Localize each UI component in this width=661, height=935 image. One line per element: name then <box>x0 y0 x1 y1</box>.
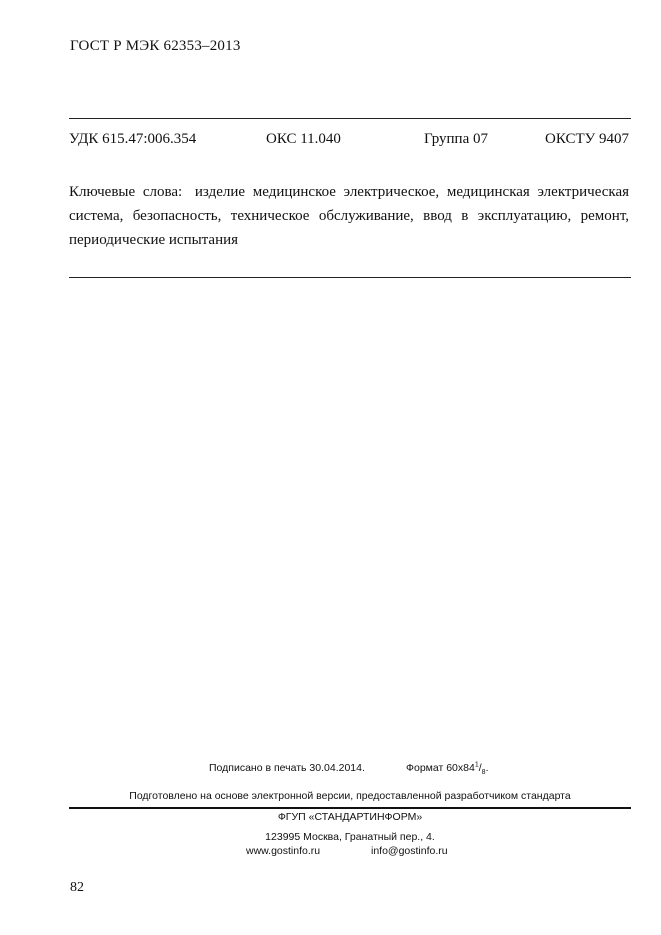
keywords-text-1: изделие медицинское электрическое, медицинская электрическая <box>194 184 630 200</box>
keywords-line-2: система, безопасность, техническое обслуживание, ввод в эксплуатацию, ремонт, <box>69 208 629 224</box>
classification-row <box>69 131 629 151</box>
okstu-code: ОКСТУ 9407 <box>544 131 629 147</box>
signed-date: Подписано в печать 30.04.2014. <box>209 762 365 774</box>
publisher-address: 123995 Москва, Гранатный пер., 4. <box>265 831 435 843</box>
format-numerator: 1 <box>474 761 479 769</box>
group-code: Группа 07 <box>424 131 488 147</box>
keywords-line-3: периодические испытания <box>69 232 239 248</box>
standard-title: ГОСТ Р МЭК 62353–2013 <box>70 38 241 54</box>
keywords-line-1 <box>69 180 629 204</box>
prepared-note: Подготовлено на основе электронной версии, предоставленной разработчиком стандарта <box>129 790 571 802</box>
header-divider <box>69 118 631 119</box>
keywords-divider <box>69 277 631 278</box>
publisher-divider <box>69 807 631 809</box>
format-prefix: Формат 60x84 <box>406 762 475 774</box>
format-separator: / <box>478 762 482 774</box>
oks-code: ОКС 11.040 <box>266 131 341 147</box>
keywords-block <box>69 180 629 252</box>
paper-format <box>406 761 489 777</box>
udk-code: УДК 615.47:006.354 <box>69 131 197 147</box>
website-link[interactable]: www.gostinfo.ru <box>246 845 321 857</box>
format-suffix: . <box>485 762 489 774</box>
format-denominator: 8 <box>481 769 486 777</box>
email-link[interactable]: info@gostinfo.ru <box>371 845 448 857</box>
keywords-label: Ключевые слова: <box>69 184 183 200</box>
publisher-name: ФГУП «СТАНДАРТИНФОРМ» <box>277 811 423 823</box>
page-number: 82 <box>70 880 84 895</box>
